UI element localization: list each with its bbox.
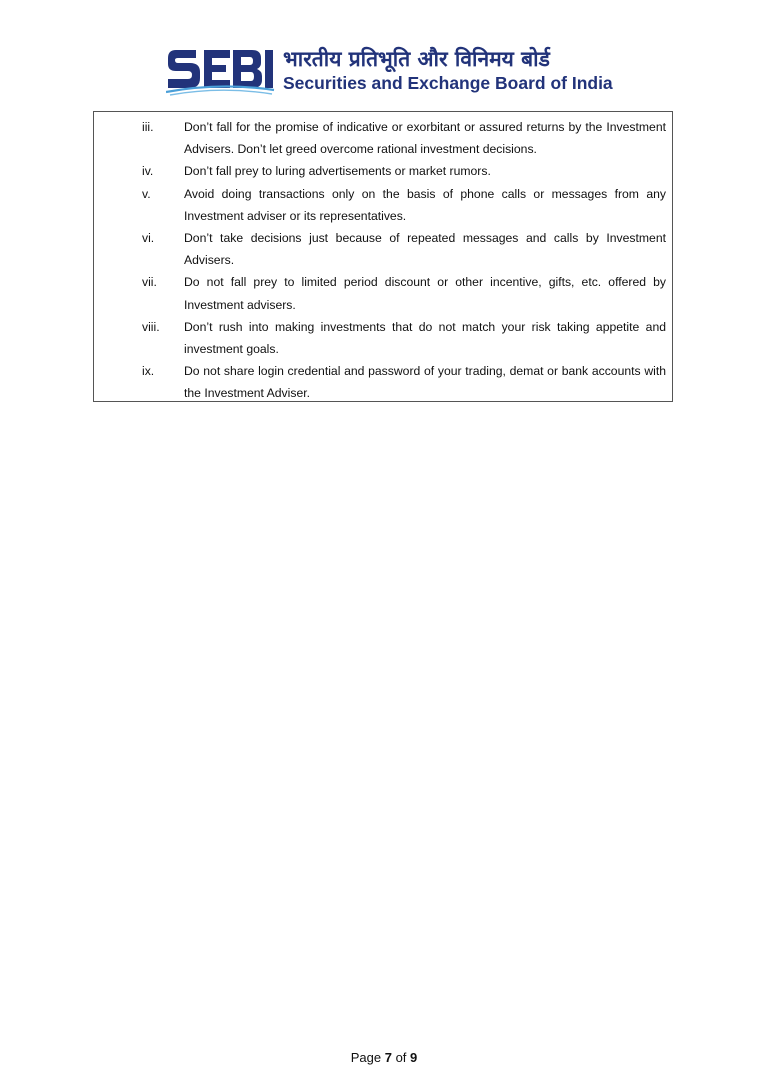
- list-item-number: vi.: [142, 231, 155, 246]
- guidelines-box: [93, 111, 673, 402]
- list-item: [94, 316, 672, 360]
- list-item-text: Don’t fall prey to luring advertisements or market rumors.: [184, 164, 491, 179]
- list-item: [94, 183, 672, 227]
- sebi-logo: [166, 44, 276, 96]
- list-item-text: Don’t take decisions just because of repeated messages and calls by Investment Advisers.: [184, 231, 666, 268]
- list-item-text: Don’t fall for the promise of indicative or exorbitant or assured returns by the Investment Advisers. Don’t let greed overcome rational investment decisions.: [184, 120, 666, 157]
- guidelines-list: [94, 116, 672, 405]
- org-name-hindi: भारतीय प्रतिभूति और विनिमय बोर्ड: [283, 47, 550, 71]
- list-item-number: viii.: [142, 319, 160, 334]
- list-item-text: Do not share login credential and password of your trading, demat or bank accounts with the Investment Adviser.: [184, 364, 666, 401]
- list-item: [94, 360, 672, 404]
- list-item: [94, 271, 672, 315]
- organization-name: [283, 46, 613, 94]
- list-item-number: iv.: [142, 164, 154, 179]
- page-label: Page: [350, 1050, 385, 1065]
- org-name-english: Securities and Exchange Board of India: [283, 73, 613, 93]
- list-item-number: ix.: [142, 364, 155, 379]
- page-footer: [0, 1050, 768, 1065]
- list-item: [94, 160, 672, 182]
- page-header: [166, 44, 613, 96]
- list-item: [94, 227, 672, 271]
- page-current-number: 7: [384, 1050, 392, 1065]
- list-item-number: iii.: [142, 120, 154, 134]
- list-item-text: Don’t rush into making investments that do not match your risk taking appetite and investment goals.: [184, 319, 666, 357]
- list-item-text: Do not fall prey to limited period discount or other incentive, gifts, etc. offered by Investment advisers.: [184, 275, 666, 312]
- list-item: [94, 116, 672, 160]
- list-item-number: v.: [142, 186, 151, 201]
- list-item-number: vii.: [142, 275, 157, 290]
- page-separator: of: [391, 1050, 411, 1065]
- page-total-number: 9: [410, 1050, 418, 1065]
- list-item-text: Avoid doing transactions only on the basis of phone calls or messages from any Investment adviser or its representatives.: [184, 186, 666, 223]
